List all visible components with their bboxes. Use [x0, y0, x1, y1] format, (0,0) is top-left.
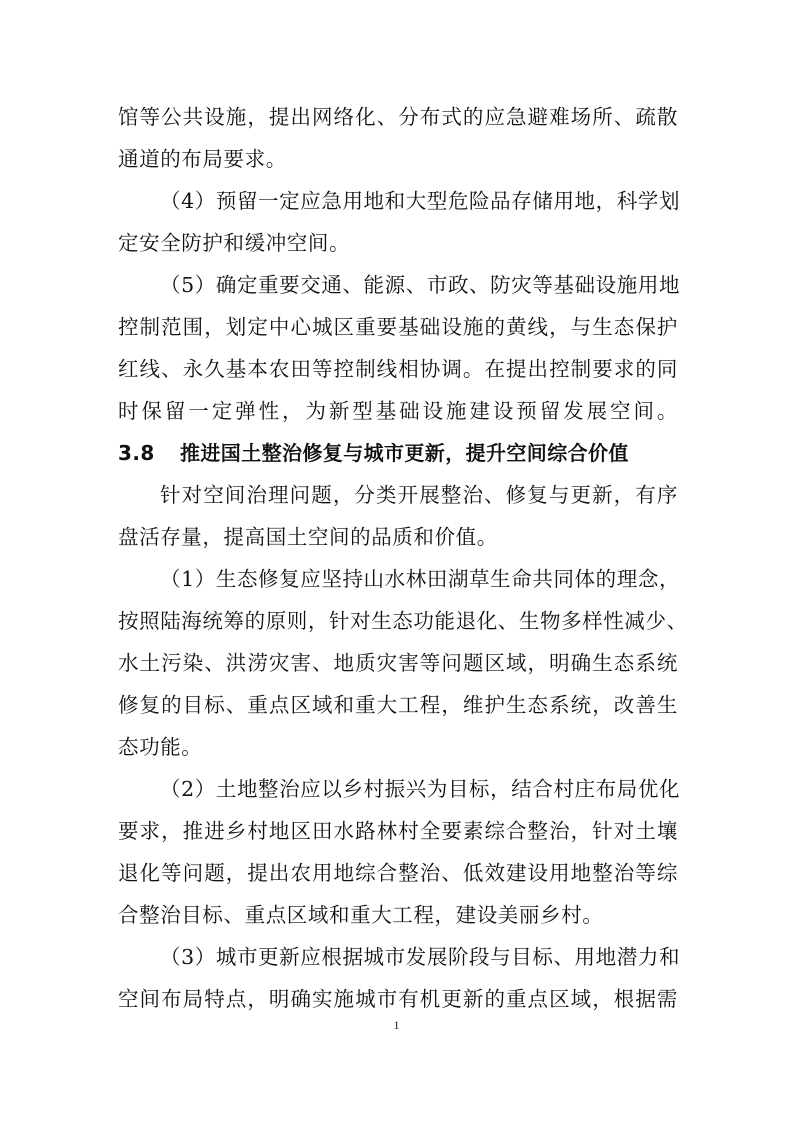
paragraph-line: 空间布局特点，明确实施城市有机更新的重点区域，根据需 — [118, 987, 678, 1011]
paragraph-line: （1）生态修复应坚持山水林田湖草生命共同体的理念， — [160, 567, 681, 591]
paragraph-line: 水土污染、洪涝灾害、地质灾害等问题区域，明确生态系统 — [118, 651, 678, 675]
paragraph-line: 盘活存量，提高国土空间的品质和价值。 — [118, 525, 498, 549]
paragraph-line: 控制范围，划定中心城区重要基础设施的黄线，与生态保护 — [118, 315, 678, 339]
paragraph-line: 要求，推进乡村地区田水路林村全要素综合整治，针对土壤 — [118, 819, 678, 843]
paragraph-line: （3）城市更新应根据城市发展阶段与目标、用地潜力和 — [160, 945, 681, 969]
paragraph-line: 合整治目标、重点区域和重大工程，建设美丽乡村。 — [118, 903, 604, 927]
paragraph-line: 定安全防护和缓冲空间。 — [118, 231, 351, 255]
paragraph-line: 针对空间治理问题，分类开展整治、修复与更新，有序 — [160, 483, 678, 507]
paragraph-line: 通道的布局要求。 — [118, 147, 287, 171]
page-number: 1 — [393, 1018, 400, 1032]
paragraph-line: 馆等公共设施，提出网络化、分布式的应急避难场所、疏散 — [118, 105, 678, 129]
paragraph-line: 时保留一定弹性，为新型基础设施建设预留发展空间。 — [118, 399, 678, 423]
paragraph-line: 态功能。 — [118, 735, 203, 759]
section-number: 3.8 — [118, 441, 155, 465]
paragraph-line: （2）土地整治应以乡村振兴为目标，结合村庄布局优化 — [160, 777, 681, 801]
paragraph-line: 按照陆海统筹的原则，针对生态功能退化、生物多样性减少、 — [118, 609, 688, 633]
paragraph-line: 修复的目标、重点区域和重大工程，维护生态系统，改善生 — [118, 693, 678, 717]
section-heading — [118, 439, 678, 467]
paragraph-line: 红线、永久基本农田等控制线相协调。在提出控制要求的同 — [118, 357, 678, 381]
paragraph-line: （5）确定重要交通、能源、市政、防灾等基础设施用地 — [160, 273, 681, 297]
paragraph-line: （4）预留一定应急用地和大型危险品存储用地，科学划 — [160, 189, 681, 213]
section-title: 推进国土整治修复与城市更新，提升空间综合价值 — [180, 441, 629, 465]
paragraph-line: 退化等问题，提出农用地综合整治、低效建设用地整治等综 — [118, 861, 678, 885]
